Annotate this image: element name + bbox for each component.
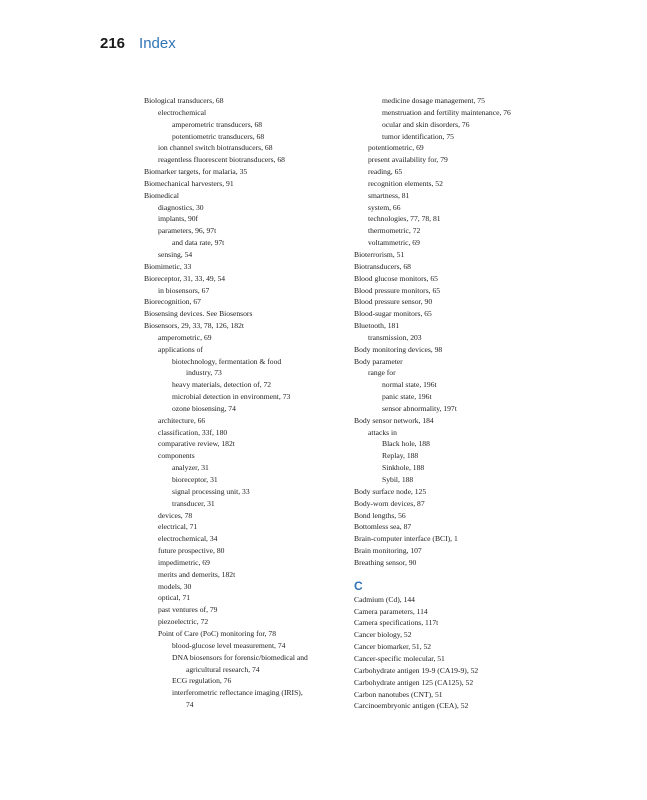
index-entry: Cancer biomarker, 51, 52 (354, 642, 432, 652)
index-entry: Camera parameters, 114 (354, 606, 428, 616)
index-entry: parameters, 96, 97t (158, 226, 217, 236)
index-entry: signal processing unit, 33 (172, 486, 250, 496)
index-entry: heavy materials, detection of, 72 (172, 380, 272, 390)
index-entry: Carbon nanotubes (CNT), 51 (354, 689, 443, 699)
index-entry: DNA biosensors for forensic/biomedical and (172, 652, 308, 662)
index-entry: ECG regulation, 76 (172, 676, 232, 686)
index-entry: electrochemical (158, 107, 207, 117)
index-entry: electrochemical, 34 (158, 534, 218, 544)
index-entry: range for (368, 368, 396, 378)
index-entry: Bioreceptor, 31, 33, 49, 54 (144, 273, 226, 283)
index-column-right (354, 95, 559, 712)
index-entry: potentiometric transducers, 68 (172, 131, 265, 141)
index-entry: Body parameter (354, 356, 403, 366)
index-entry: models, 30 (158, 581, 192, 591)
index-entry: amperometric transducers, 68 (172, 119, 263, 129)
index-entry: Biosensing devices. See Biosensors (144, 309, 253, 319)
index-entry: Brain-computer interface (BCI), 1 (354, 534, 458, 544)
index-entry: comparative review, 182t (158, 439, 235, 449)
index-entry: Point of Care (PoC) monitoring for, 78 (158, 628, 277, 638)
index-entry: industry, 73 (186, 368, 222, 378)
index-entry: transmission, 203 (368, 332, 422, 342)
index-entry: Body sensor network, 184 (354, 415, 434, 425)
index-entry: merits and demerits, 182t (158, 569, 236, 579)
index-entry: Cancer biology, 52 (354, 630, 412, 640)
index-entry: Biomimetic, 33 (144, 261, 192, 271)
index-column-left (144, 95, 349, 711)
index-entry: Carcinoembryonic antigen (CEA), 52 (354, 701, 469, 711)
index-entry: 74 (186, 700, 194, 710)
index-entry: medicine dosage management, 75 (382, 96, 485, 105)
index-entry: Bond lengths, 56 (354, 510, 406, 520)
index-entry: reading, 65 (368, 167, 403, 177)
index-entry: Biological transducers, 68 (144, 96, 224, 105)
index-entry: Body-worn devices, 87 (354, 498, 425, 508)
index-entry: ion channel switch biotransducers, 68 (158, 143, 273, 153)
index-entry: Biorecognition, 67 (144, 297, 201, 307)
index-entry: smartness, 81 (368, 190, 410, 200)
index-entry: technologies, 77, 78, 81 (368, 214, 441, 224)
index-entry: Sybil, 188 (382, 475, 414, 484)
index-entry: Sinkhole, 188 (382, 463, 425, 473)
index-entry: agricultural research, 74 (186, 664, 260, 674)
index-entry: biotechnology, fermentation & food (172, 356, 282, 366)
index-entry: Carbohydrate antigen 125 (CA125), 52 (354, 677, 474, 687)
index-entry: bioreceptor, 31 (172, 475, 218, 484)
index-entry: interferometric reflectance imaging (IRIS), (172, 688, 303, 698)
index-entry: reagentless fluorescent biotransducers, 68 (158, 155, 285, 165)
index-entry: microbial detection in environment, 73 (172, 392, 291, 402)
running-header (100, 35, 176, 53)
index-entry: piezoelectric, 72 (158, 617, 209, 627)
index-entry: diagnostics, 30 (158, 202, 204, 212)
index-entry: electrical, 71 (158, 522, 198, 532)
index-entry: sensing, 54 (158, 249, 193, 259)
index-entry: Biomarker targets, for malaria, 35 (144, 167, 248, 177)
index-entry: Cancer-specific molecular, 51 (354, 653, 445, 663)
index-entry: architecture, 66 (158, 415, 206, 425)
index-entry: Biomechanical harvesters, 91 (144, 178, 234, 188)
index-entry: attacks in (368, 427, 397, 437)
index-entry: Bottomless sea, 87 (354, 522, 412, 532)
index-letter-heading: C (354, 578, 363, 593)
index-entry: future prospective, 80 (158, 546, 225, 556)
index-entry: Biomedical (144, 190, 180, 200)
index-entry: Blood glucose monitors, 65 (354, 273, 438, 283)
index-entry: Replay, 188 (382, 451, 419, 461)
index-entry: and data rate, 97t (172, 238, 225, 248)
index-entry: Biotransducers, 68 (354, 261, 411, 271)
index-entry: analyzer, 31 (172, 463, 209, 473)
index-entry: Biosensors, 29, 33, 78, 126, 182t (144, 321, 244, 331)
index-entry: Blood pressure sensor, 90 (354, 297, 433, 307)
index-entry: thermometric, 72 (368, 226, 421, 236)
index-entry: applications of (158, 344, 203, 354)
index-entry: normal state, 196t (382, 380, 437, 390)
index-entry: Bioterrorism, 51 (354, 249, 405, 259)
index-entry: sensor abnormality, 197t (382, 403, 457, 413)
index-entry: Brain monitoring, 107 (354, 546, 422, 556)
index-entry: implants, 90f (158, 214, 199, 224)
index-entry: Blood-sugar monitors, 65 (354, 309, 432, 319)
index-entry: Body surface node, 125 (354, 486, 427, 496)
index-entry: Carbohydrate antigen 19-9 (CA19-9), 52 (354, 665, 479, 675)
index-entry: amperometric, 69 (158, 332, 212, 342)
index-entry: ozone biosensing, 74 (172, 403, 236, 413)
index-entry: Cadmium (Cd), 144 (354, 594, 415, 604)
index-entry: transducer, 31 (172, 498, 215, 508)
index-entry: present availability for, 79 (368, 155, 448, 165)
index-entry: impedimetric, 69 (158, 557, 210, 567)
index-entry: system, 66 (368, 202, 401, 212)
index-entry: potentiometric, 69 (368, 143, 424, 153)
index-entry: components (158, 451, 195, 461)
index-entry: Blood pressure monitors, 65 (354, 285, 441, 295)
index-entry: tumor identification, 75 (382, 131, 454, 141)
index-entry: in biosensors, 67 (158, 285, 210, 295)
index-entry: classification, 33f, 180 (158, 427, 228, 437)
section-title: Index (139, 35, 176, 52)
index-entry: panic state, 196t (382, 392, 432, 402)
index-entry: voltammetric, 69 (368, 238, 420, 248)
index-entry: Camera specifications, 117t (354, 618, 439, 628)
index-entry: menstruation and fertility maintenance, 76 (382, 107, 511, 117)
index-entry: devices, 78 (158, 510, 193, 520)
index-entry: recognition elements, 52 (368, 178, 443, 188)
index-entry: Body monitoring devices, 98 (354, 344, 443, 354)
index-entry: Black hole, 188 (382, 439, 430, 449)
page-number: 216 (100, 35, 126, 52)
index-entry: blood-glucose level measurement, 74 (172, 640, 286, 650)
index-entry: optical, 71 (158, 593, 191, 603)
index-entry: Bluetooth, 181 (354, 321, 400, 331)
index-entry: Breathing sensor, 90 (354, 557, 417, 567)
index-entry: past ventures of, 79 (158, 605, 218, 615)
index-entry: ocular and skin disorders, 76 (382, 119, 470, 129)
